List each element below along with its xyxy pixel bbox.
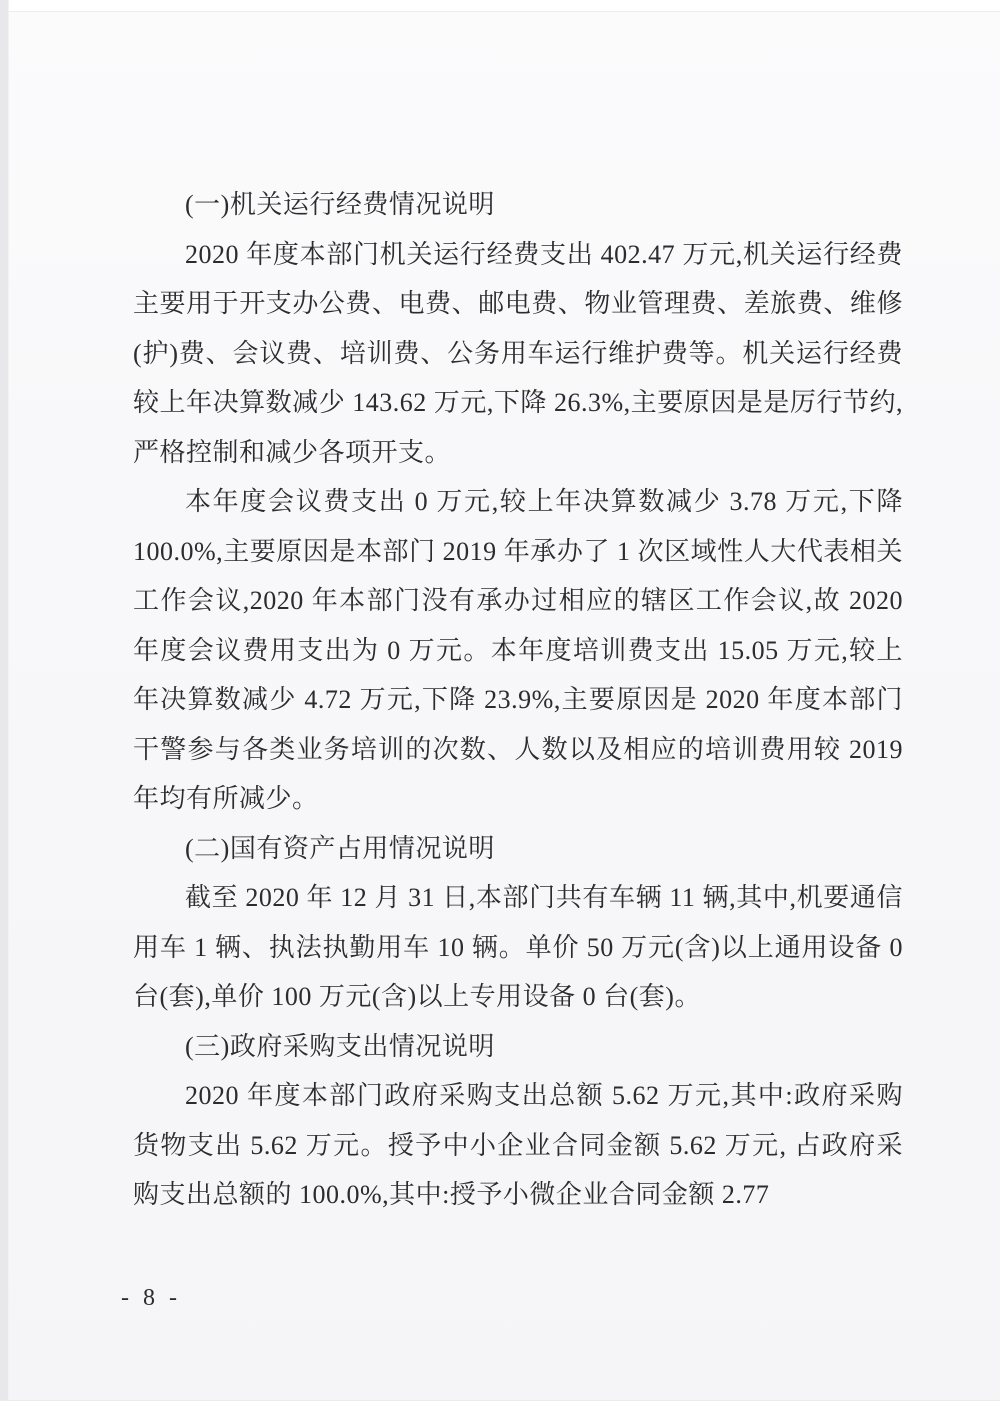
paragraph: 截至 2020 年 12 月 31 日,本部门共有车辆 11 辆,其中,机要通信用车 1 辆、执法执勤用车 10 辆。单价 50 万元(含)以上通用设备 0 台(套),单价 100 万元(含)以上专用设备 0 台(套)。 — [133, 883, 903, 1011]
paragraph: 2020 年度本部门机关运行经费支出 402.47 万元,机关运行经费主要用于开支办公费、电费、邮电费、物业管理费、差旅费、维修(护)费、会议费、培训费、公务用车运行维护费等。机关运行经费较上年决算数减少 143.62 万元,下降 26.3%,主要原因是是厉行节约,严格控制和减少各项开支。 — [133, 239, 903, 467]
document-content — [133, 180, 903, 1220]
paragraph: 2020 年度本部门政府采购支出总额 5.62 万元,其中:政府采购货物支出 5.62 万元。授予中小企业合同金额 5.62 万元, 占政府采购支出总额的 100.0%,其中:授予小微企业合同金额 2.77 — [133, 1081, 903, 1209]
scan-left-edge — [0, 0, 9, 1400]
page-number: - 8 - — [121, 1285, 181, 1311]
section-heading: (一)机关运行经费情况说明 — [185, 190, 495, 219]
scan-bottom-edge — [0, 1400, 1000, 1414]
paragraph: 本年度会议费支出 0 万元,较上年决算数减少 3.78 万元,下降 100.0%,主要原因是本部门 2019 年承办了 1 次区域性人大代表相关工作会议,2020 年本部门没有承办过相应的辖区工作会议,故 2020 年度会议费用支出为 0 万元。本年度培训费支出 15.05 万元,较上年决算数减少 4.72 万元,下降 23.9%,主要原因是 2020 年度本部门干警参与各类业务培训的次数、人数以及相应的培训费用较 2019 年均有所减少。 — [133, 487, 903, 813]
section-heading: (三)政府采购支出情况说明 — [185, 1031, 495, 1061]
scan-top-edge — [0, 0, 1000, 12]
section-heading: (二)国有资产占用情况说明 — [185, 833, 495, 863]
